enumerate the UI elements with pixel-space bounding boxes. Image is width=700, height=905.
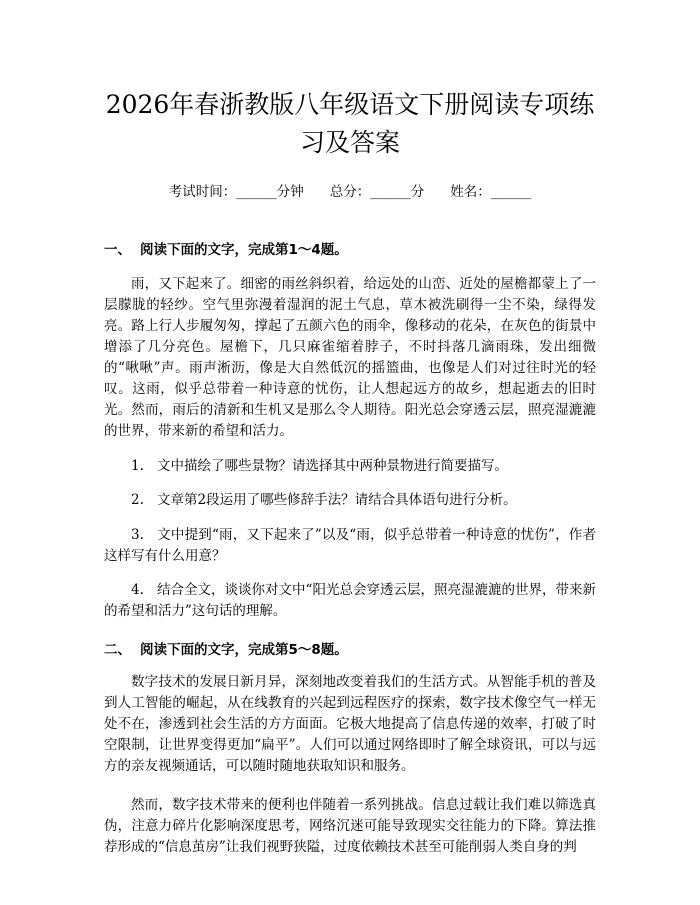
- question-4: [104, 580, 596, 622]
- section-2-heading: [104, 640, 596, 660]
- question-4-number: 4.: [131, 582, 144, 598]
- question-2-text: 文章第2段运用了哪些修辞手法？请结合具体语句进行分析。: [157, 492, 517, 508]
- section-2-title: 阅读下面的文字，完成第5～8题。: [140, 642, 348, 658]
- section-1-heading: [104, 240, 596, 260]
- student-name-field: 姓名：______: [450, 184, 532, 200]
- question-1-text: 文中描绘了哪些景物？请选择其中两种景物进行简要描写。: [157, 457, 508, 474]
- exam-time-field: 考试时间：______分钟: [168, 184, 304, 200]
- exam-meta: [104, 182, 596, 202]
- total-score-field: 总分：______分: [329, 184, 425, 200]
- question-4-text: 结合全文，谈谈你对文中“阳光总会穿透云层，照亮湿漉漉的世界，带来新的希望和活力”这句话的理解。: [104, 582, 596, 619]
- question-3-number: 3.: [131, 526, 144, 543]
- question-3-text: 文中提到“雨，又下起来了”以及“雨，似乎总带着一种诗意的忧伤”，作者这样写有什么用意？: [104, 526, 596, 564]
- section-1-number: 一、: [104, 242, 131, 258]
- question-2-number: 2.: [131, 492, 144, 508]
- section-1-title: 阅读下面的文字，完成第1～4题。: [140, 242, 348, 258]
- page-title: 2026年春浙教版八年级语文下册阅读专项练习及答案: [105, 90, 595, 157]
- section-2-passage-2: 然而，数字技术带来的便利也伴随着一系列挑战。信息过载让我们难以筛选真伪，注意力碎片化影响深度思考，网络沉迷可能导致现实交往能力的下降。算法推荐形成的“信息茧房”让我们视野狭隘，过度依赖技术甚至可能削弱人类自身的判: [104, 797, 596, 855]
- question-1-number: 1.: [131, 457, 144, 474]
- question-2: [104, 490, 596, 511]
- question-1: [104, 456, 596, 477]
- section-1-passage: 雨，又下起来了。细密的雨丝斜织着，给远处的山峦、近处的屋檐都蒙上了一层朦胧的轻纱。空气里弥漫着湿润的泥土气息，草木被洗刷得一尘不染，绿得发亮。路上行人步履匆匆，撑起了五颜六色的雨伞，像移动的花朵，在灰色的街景中增添了几分亮色。屋檐下，几只麻雀缩着脖子，不时抖落几滴雨珠，发出细微的“啾啾”声。雨声淅沥，像是大自然低沉的摇篮曲，也像是人们对过往时光的轻叹。这雨，似乎总带着一种诗意的忧伤，让人想起远方的故乡，想起逝去的旧时光。然而，雨后的清新和生机又是那么令人期待。阳光总会穿透云层，照亮湿漉漉的世界，带来新的希望和活力。: [104, 276, 596, 439]
- question-3: [104, 525, 596, 567]
- section-2-passage-1: 数字技术的发展日新月异，深刻地改变着我们的生活方式。从智能手机的普及到人工智能的崛起，从在线教育的兴起到远程医疗的探索，数字技术像空气一样无处不在，渗透到社会生活的方方面面。它极大地提高了信息传递的效率，打破了时空限制，让世界变得更加“扁平”。人们可以通过网络即时了解全球资讯，可以与远方的亲友视频通话，可以随时随地获取知识和服务。: [104, 674, 596, 774]
- section-2-number: 二、: [104, 642, 131, 658]
